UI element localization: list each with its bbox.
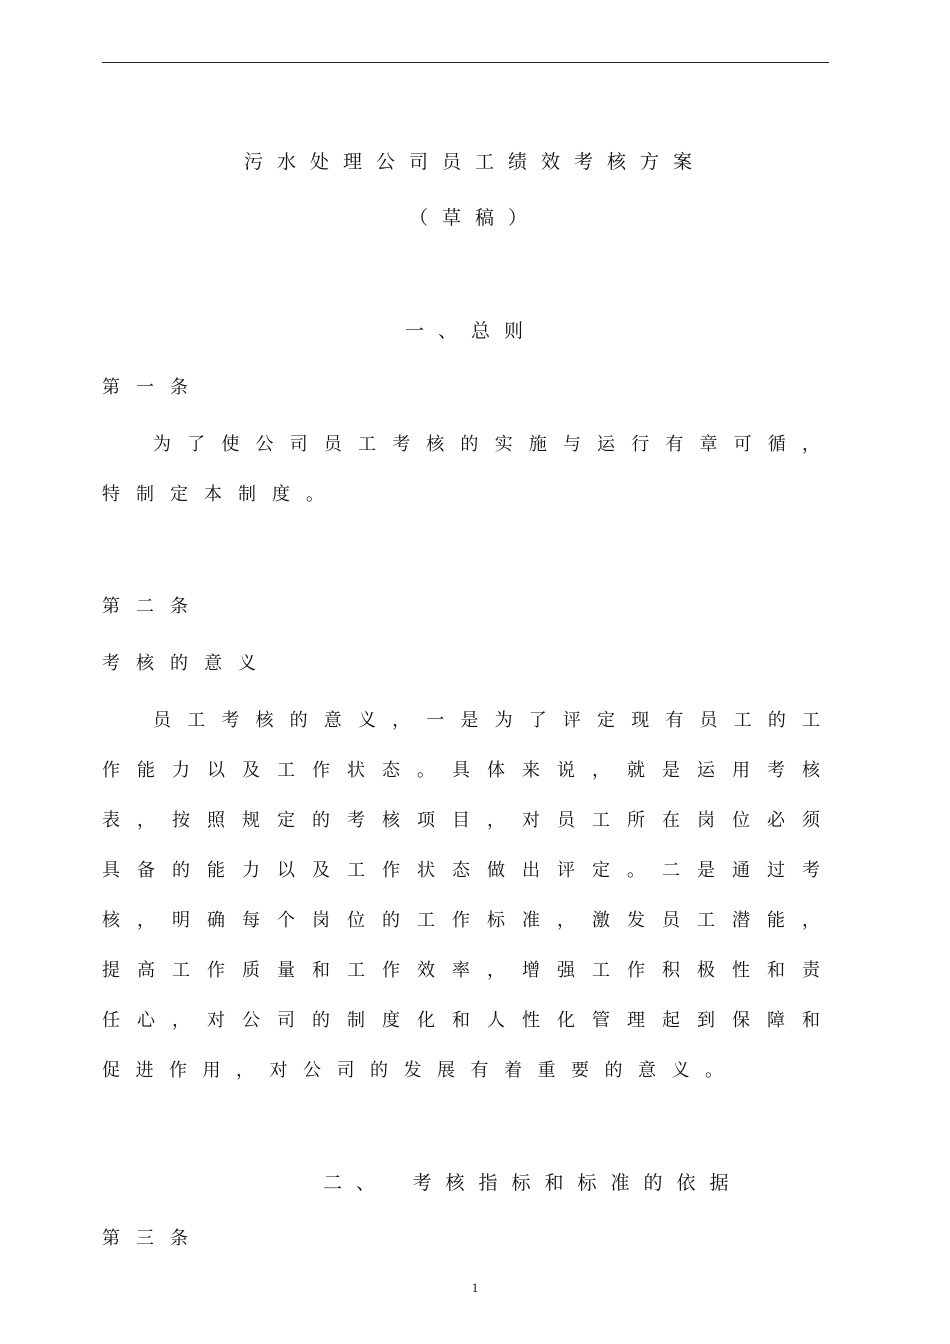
article-2-line-7: 任心，对公司的制度化和人性化管理起到保障和 bbox=[102, 1010, 820, 1031]
article-label-1: 第一条 bbox=[102, 377, 204, 398]
article-2-line-2: 作能力以及工作状态。具体来说，就是运用考核 bbox=[102, 760, 820, 781]
article-2-line-5: 核，明确每个岗位的工作标准，激发员工潜能， bbox=[102, 910, 820, 931]
article-1-line-1: 为了使公司员工考核的实施与运行有章可循， bbox=[153, 434, 820, 455]
document-title: 污水处理公司员工绩效考核方案 bbox=[243, 151, 706, 173]
article-2-subheading: 考核的意义 bbox=[102, 653, 272, 674]
article-2-line-8: 促进作用，对公司的发展有着重要的意义。 bbox=[102, 1060, 739, 1081]
article-label-2: 第二条 bbox=[102, 596, 204, 617]
article-1-line-2: 特制定本制度。 bbox=[102, 484, 340, 505]
section-heading-2: 二、 考核指标和标准的依据 bbox=[323, 1172, 743, 1194]
header-rule bbox=[102, 62, 829, 63]
page-number: 1 bbox=[471, 1280, 479, 1295]
article-2-line-6: 提高工作质量和工作效率，增强工作积极性和责 bbox=[102, 960, 820, 981]
article-2-line-4: 具备的能力以及工作状态做出评定。二是通过考 bbox=[102, 860, 820, 881]
article-label-3: 第三条 bbox=[102, 1228, 204, 1249]
article-2-line-3: 表，按照规定的考核项目，对员工所在岗位必须 bbox=[102, 810, 820, 831]
document-subtitle: （草稿） bbox=[408, 207, 541, 229]
section-heading-1: 一、总则 bbox=[405, 320, 538, 342]
article-2-line-1: 员工考核的意义，一是为了评定现有员工的工 bbox=[153, 710, 820, 731]
